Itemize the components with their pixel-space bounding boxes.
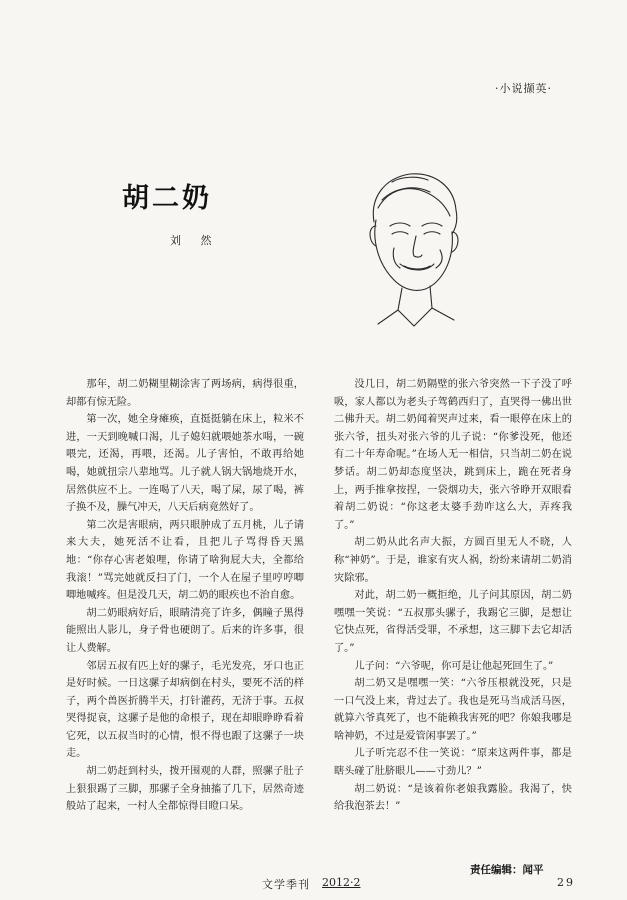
article-column-left bbox=[66, 376, 304, 816]
paragraph: 胡二奶又是嘿嘿一笑：“六爷压根就没死，只是一口气没上来，背过去了。我也是死马当成活马医，就算六爷真死了，也不能赖我害死的吧？你娘我哪是啥神奶，不过是爱管闲事罢了。” bbox=[334, 678, 572, 742]
page-number: 29 bbox=[557, 876, 575, 889]
footer-magazine-name: 文学季刊 bbox=[262, 878, 310, 891]
paragraph: 对此，胡二奶一概拒绝，儿子问其原因，胡二奶嘿嘿一笑说：“五叔那头骡子，我踢它三脚，是想让它快点死，省得活受罪，不承想，这三脚下去它却活了。” bbox=[334, 590, 572, 654]
paragraph: 没几日，胡二奶隔壁的张六爷突然一下子没了呼吸，家人都以为老头子驾鹤西归了，直哭得一佛出世二佛升天。胡二奶闻着哭声过来，看一眼停在床上的张六爷，扭头对张六爷的儿子说：“你爹没死，他还有二十年寿命呢。”在场人无一相信，只当胡二奶在说梦话。胡二奶却态度坚决，跳到床上，跪在死者身上，两手推拿按捏，一袋烟功夫，张六爷睁开双眼看着胡二奶说：“你这老太婆手劲咋这么大，弄疼我了。” bbox=[334, 379, 572, 531]
paragraph: 邻居五叔有匹上好的骡子，毛光发亮，牙口也正是好时候。一日这骡子却病倒在村头，要死不活的样子，两个兽医折腾半天，打针灌药，无济于事。五叔哭得捉哀，这骡子是他的命根子，现在却眼睁睁看着它死，以五叔当时的心情，恨不得也跟了这骡子一块走。 bbox=[66, 660, 304, 760]
section-tag: ·小说撷英· bbox=[495, 82, 552, 95]
article-title: 胡二奶 bbox=[122, 183, 212, 214]
article-column-right bbox=[334, 376, 572, 816]
paragraph: 那年，胡二奶糊里糊涂害了两场病，病得很重，却都有惊无险。 bbox=[66, 379, 304, 408]
paragraph: 第二次是害眼病，两只眼肿成了五月桃，儿子请来大夫，她死活不让看，且把儿子骂得昏天黑地：“你存心害老娘哩，你请了啥狗屁大夫，全都给我滚！”骂完她就反扫了门，一个人在屋子里哼哼唧唧地喊疼。但是没几天，胡二奶的眼疾也不治自愈。 bbox=[66, 519, 304, 602]
paragraph: 儿子听完忍不住一笑说：“原来这两件事，都是瞎头碰了肚脐眼儿——寸劲儿？” bbox=[334, 748, 572, 778]
paragraph: 第一次，她全身瘫痪，直挺挺躺在床上，粒米不进，一天到晚喊口渴，儿子媳妇就喂她茶水喝，一碗喂完，还渴，再喂，还渴。儿子害怕，不敢再给她喝，她就扭宗八辈地骂。儿子就人锅大锅地烧开水，居然供应不上。一连喝了八天，喝了屎，尿了喝，裤子换不及，臊气冲天，八天后病竟然好了。 bbox=[66, 414, 304, 514]
portrait-illustration bbox=[322, 160, 492, 340]
paragraph: 儿子问：“六爷呢，你可是让他起死回生了。” bbox=[354, 660, 554, 672]
article-author: 刘 然 bbox=[170, 234, 220, 247]
paragraph: 胡二奶赶到村头，拨开围观的人群，照骡子肚子上狠狠踢了三脚，那骡子全身抽搐了几下，居然奇迹般站了起来，一村人全都惊得目瞪口呆。 bbox=[66, 766, 304, 813]
footer-issue: 2012·2 bbox=[322, 876, 361, 889]
paragraph: 胡二奶眼病好后，眼睛清亮了许多，偶瞳子黑得能照出人影儿，身子骨也硬朗了。后来的许多事，很让人费解。 bbox=[66, 607, 304, 654]
paragraph: 胡二奶说：“是该着你老娘我露脸。我渴了，快给我泡茶去！” bbox=[334, 783, 572, 813]
editor-credit: 责任编辑：闻平 bbox=[470, 864, 544, 876]
paragraph: 胡二奶从此名声大振，方圆百里无人不晓，人称“神奶”。于是，谁家有灾人祸，纷纷来请胡二奶消灾除邪。 bbox=[334, 537, 572, 584]
